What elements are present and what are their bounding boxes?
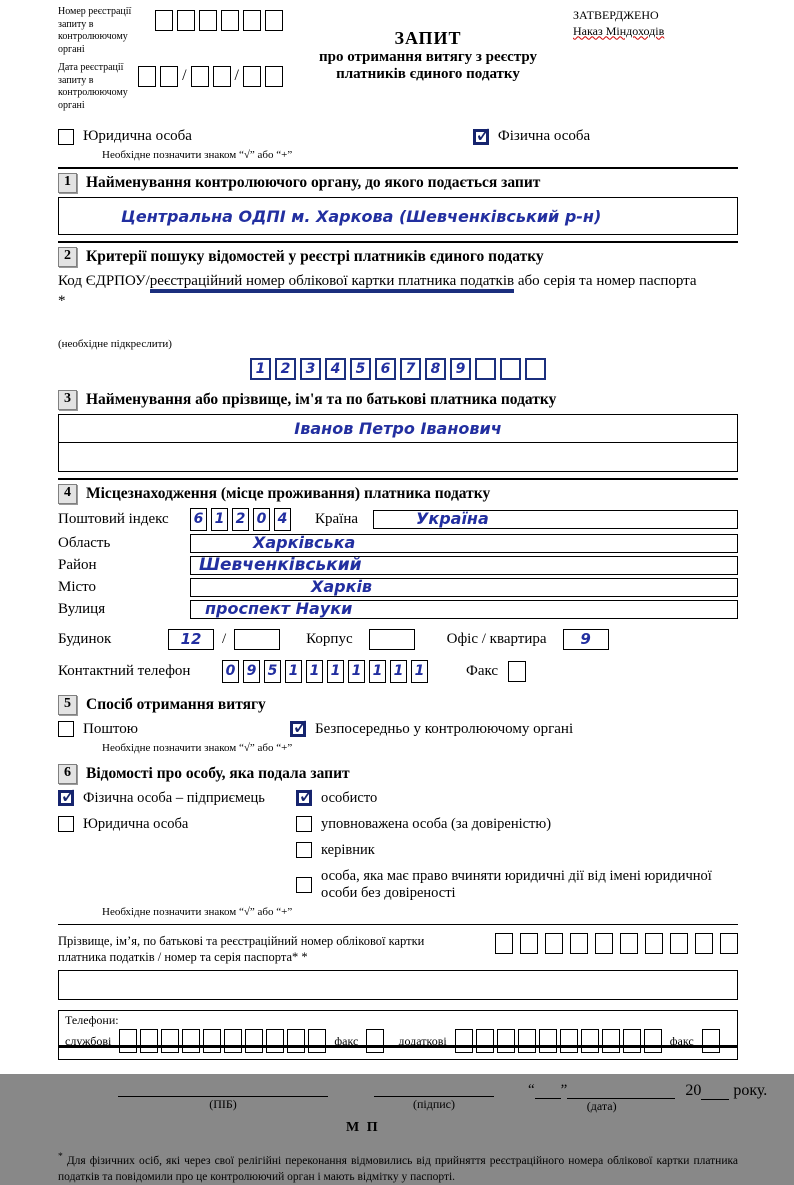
section-4-title: Місцезнаходження (місце проживання) платника податку <box>86 484 491 502</box>
digit-box[interactable] <box>177 10 195 31</box>
section-6-title: Відомості про особу, яка подала запит <box>86 764 350 782</box>
approved-line2: Наказ Міндоходів <box>573 23 665 38</box>
section-5-number: 5 <box>58 695 77 715</box>
fop-checkbox[interactable] <box>58 790 74 806</box>
taxpayer-name-table <box>58 414 738 472</box>
taxpayer-name-field-row2[interactable] <box>59 443 737 471</box>
digit-box[interactable]: 6 <box>190 508 207 531</box>
registration-block <box>58 6 283 118</box>
digit-box[interactable]: 9 <box>450 358 471 380</box>
digit-box[interactable] <box>476 1029 494 1053</box>
digit-box[interactable] <box>475 358 496 380</box>
district-row <box>58 556 738 575</box>
digit-box[interactable] <box>520 933 538 954</box>
digit-box[interactable] <box>140 1029 158 1053</box>
digit-box[interactable]: 2 <box>275 358 296 380</box>
mark-note-3: Необхідне позначити знаком “√” або “+” <box>102 905 293 918</box>
digit-box[interactable] <box>160 66 178 87</box>
digit-box[interactable] <box>518 1029 536 1053</box>
region-field[interactable]: Харківська <box>190 534 738 553</box>
authorized-option[interactable] <box>296 816 738 833</box>
year-group <box>685 1082 767 1100</box>
pib-caption: (ПІБ) <box>209 1097 237 1112</box>
official-phones-label: службові <box>65 1033 112 1048</box>
section-1-number: 1 <box>58 173 77 193</box>
section-1-heading <box>58 169 738 193</box>
personally-label: особисто <box>321 789 378 806</box>
section-3-heading <box>58 386 738 410</box>
digit-box[interactable] <box>199 10 217 31</box>
footnote: * Для фізичних осіб, які через свої релігійні переконання відмовились від прийняття реєстраційного номера облікової картки платника податків та повідомили про це контролюючий орган і мають відмітку у паспорті. <box>58 1151 738 1184</box>
underline-note: (необхідне підкреслити) <box>58 337 172 350</box>
digit-box[interactable]: 1 <box>390 660 407 683</box>
month-line[interactable] <box>567 1084 675 1099</box>
postal-index-boxes <box>190 508 291 531</box>
section-2-title: Критерії пошуку відомостей у реєстрі платників єдиного податку <box>86 248 544 265</box>
section-2-number: 2 <box>58 247 77 267</box>
digit-box[interactable] <box>243 66 261 87</box>
building2-field[interactable] <box>234 629 280 650</box>
year-prefix: 20 <box>685 1082 702 1100</box>
fax2-box <box>702 1029 720 1053</box>
date-slash: / <box>182 67 187 84</box>
digit-box[interactable] <box>203 1029 221 1053</box>
digit-box[interactable] <box>455 1029 473 1053</box>
phones-box <box>58 1010 738 1060</box>
fop-label: Фізична особа – підприємець <box>83 789 265 806</box>
digit-box[interactable]: 1 <box>348 660 365 683</box>
building-field[interactable]: 12 <box>168 629 214 650</box>
reg-number-label: Номер реєстрації запиту в контролюючому органі <box>58 6 132 55</box>
section-6-number: 6 <box>58 764 77 784</box>
no-poa-checkbox[interactable] <box>296 877 312 893</box>
building-slash: / <box>222 630 227 647</box>
individual-person-checkbox[interactable] <box>473 129 489 145</box>
legal-person-checkbox[interactable] <box>58 129 74 145</box>
footnote-mark: * <box>58 1151 63 1163</box>
mail-label: Поштою <box>83 720 138 737</box>
office-field[interactable]: 9 <box>563 629 609 650</box>
submitter-pib-label: Прізвище, ім’я, по батькові та реєстраційний номер облікової картки платника податків / номер та серія паспорта* * <box>58 933 425 965</box>
submitter-tax-number-boxes <box>495 933 738 967</box>
digit-box[interactable] <box>645 933 663 954</box>
digit-box[interactable]: 4 <box>325 358 346 380</box>
street-label: Вулиця <box>58 600 106 617</box>
date-caption: (дата) <box>586 1099 617 1114</box>
street-row <box>58 600 738 619</box>
digit-box[interactable] <box>602 1029 620 1053</box>
direct-checkbox[interactable] <box>290 721 306 737</box>
digit-box[interactable] <box>138 66 156 87</box>
digit-box[interactable]: 0 <box>222 660 239 683</box>
korpus-label: Корпус <box>306 630 353 647</box>
digit-box[interactable] <box>560 1029 578 1053</box>
digit-box[interactable] <box>119 1029 137 1053</box>
phone-row <box>58 660 738 683</box>
phones-title: Телефони: <box>65 1013 119 1028</box>
section-3-number: 3 <box>58 390 77 410</box>
city-label: Місто <box>58 578 97 595</box>
fax-box <box>508 661 526 682</box>
section-5-heading <box>58 691 738 715</box>
head-option[interactable] <box>296 842 738 859</box>
section-4-number: 4 <box>58 484 77 504</box>
sign-signature-col <box>374 1082 494 1112</box>
digit-box[interactable]: 4 <box>274 508 291 531</box>
direct-option[interactable] <box>290 721 573 738</box>
building-label: Будинок <box>58 630 112 647</box>
digit-box[interactable] <box>500 358 521 380</box>
digit-box[interactable] <box>245 1029 263 1053</box>
country-label: Країна <box>315 510 359 527</box>
header <box>58 6 738 118</box>
digit-box[interactable] <box>644 1029 662 1053</box>
fax1-box <box>366 1029 384 1053</box>
digit-box[interactable]: 7 <box>400 358 421 380</box>
district-field[interactable]: Шевченківський <box>190 556 738 575</box>
digit-box[interactable] <box>595 933 613 954</box>
criteria-asterisk: * <box>58 293 66 310</box>
digit-box[interactable] <box>539 1029 557 1053</box>
fax2-label: факс <box>669 1033 694 1048</box>
signature-row <box>58 1082 768 1114</box>
mark-note-2: Необхідне позначити знаком “√” або “+” <box>102 741 293 754</box>
approved-line1: ЗАТВЕРДЖЕНО <box>573 8 659 22</box>
city-field[interactable]: Харків <box>190 578 738 597</box>
mail-checkbox[interactable] <box>58 721 74 737</box>
office-label: Офіс / квартира <box>446 630 547 647</box>
digit-box[interactable] <box>287 1029 305 1053</box>
digit-box[interactable] <box>620 933 638 954</box>
digit-box[interactable] <box>243 10 261 31</box>
country-field[interactable]: Україна <box>373 510 738 529</box>
district-label: Район <box>58 556 97 573</box>
additional-phones-label: додаткові <box>398 1033 447 1048</box>
section-5-title: Спосіб отримання витягу <box>86 695 266 713</box>
personally-checkbox[interactable] <box>296 790 312 806</box>
additional-phones-boxes <box>455 1029 662 1053</box>
date-slash: / <box>234 67 239 84</box>
form-title: ЗАПИТ про отримання витягу з реєстру платників єдиного податку <box>318 28 538 82</box>
fop-option[interactable] <box>58 790 296 807</box>
digit-box[interactable]: 9 <box>243 660 260 683</box>
digit-box[interactable] <box>265 10 283 31</box>
digit-box[interactable] <box>545 933 563 954</box>
digit-box[interactable]: 0 <box>253 508 270 531</box>
digit-box[interactable] <box>720 933 738 954</box>
digit-box[interactable] <box>213 66 231 87</box>
legal-person-option[interactable] <box>58 128 192 145</box>
search-criteria-text: Код ЄДРПОУ/реєстраційний номер облікової картки платника податків або серія та номер паспорта * <box>58 271 738 312</box>
digit-box[interactable]: 2 <box>232 508 249 531</box>
digit-box[interactable] <box>221 10 239 31</box>
submitter-pib-block <box>58 933 738 967</box>
section-1-title: Найменування контролюючого органу, до якого подається запит <box>86 174 541 191</box>
section-3-title: Найменування або прізвище, ім'я та по батькові платника податку <box>86 390 557 408</box>
fax-label: Факс <box>466 662 499 679</box>
digit-box[interactable]: 1 <box>285 660 302 683</box>
digit-box[interactable]: 5 <box>350 358 371 380</box>
sign-line[interactable] <box>374 1082 494 1097</box>
digit-box[interactable] <box>525 358 546 380</box>
region-label: Область <box>58 534 111 551</box>
digit-box[interactable]: 3 <box>300 358 321 380</box>
digit-box[interactable] <box>265 66 283 87</box>
mail-option[interactable] <box>58 721 138 738</box>
controlling-organ-field[interactable]: Центральна ОДПІ м. Харкова (Шевченківський р-н) <box>58 197 738 235</box>
pib-line[interactable] <box>118 1082 328 1097</box>
digit-box[interactable] <box>495 933 513 954</box>
postal-index-label: Поштовий індекс <box>58 510 169 527</box>
section-4-heading <box>58 480 738 504</box>
digit-box[interactable]: 1 <box>250 358 271 380</box>
section-6-heading <box>58 760 738 784</box>
no-poa-label: особа, яка має право вчиняти юридичні дії від імені юридичної особи без довіреності <box>321 867 712 901</box>
legal-entity-checkbox[interactable] <box>58 816 74 832</box>
no-poa-option[interactable] <box>296 868 738 902</box>
digit-box[interactable] <box>155 10 173 31</box>
digit-box[interactable]: 1 <box>211 508 228 531</box>
digit-box[interactable] <box>497 1029 515 1053</box>
digit-box[interactable]: 8 <box>425 358 446 380</box>
submitter-pib-field[interactable] <box>58 970 738 1000</box>
quote-open: “ <box>528 1082 535 1099</box>
head-label: керівник <box>321 841 375 858</box>
year-suffix: року. <box>733 1082 768 1100</box>
submitter-info-grid <box>58 790 738 902</box>
approved-block <box>573 6 738 118</box>
authorized-checkbox[interactable] <box>296 816 312 832</box>
digit-box[interactable] <box>266 1029 284 1053</box>
tax-number-digit-boxes <box>58 358 738 380</box>
day-line[interactable] <box>535 1084 561 1099</box>
legal-person-label: Юридична особа <box>83 128 192 144</box>
postal-country-row <box>58 508 738 531</box>
korpus-field[interactable] <box>369 629 415 650</box>
direct-label: Безпосередньо у контролюючому органі <box>314 720 574 737</box>
quote-close: ” <box>560 1082 568 1099</box>
digit-box[interactable] <box>191 66 209 87</box>
digit-box[interactable] <box>623 1029 641 1053</box>
mp-stamp-label: М П <box>346 1120 380 1136</box>
individual-person-label: Фізична особа <box>497 128 591 144</box>
reg-number-boxes <box>155 10 283 56</box>
digit-box[interactable] <box>366 1029 384 1053</box>
section-2-heading <box>58 243 738 267</box>
digit-box[interactable]: 1 <box>306 660 323 683</box>
digit-box[interactable]: 1 <box>369 660 386 683</box>
legal-entity-option[interactable] <box>58 816 296 833</box>
digit-box[interactable] <box>308 1029 326 1053</box>
digit-box[interactable] <box>224 1029 242 1053</box>
authorized-label: уповноважена особа (за довіреністю) <box>321 815 552 832</box>
digit-box[interactable]: 1 <box>327 660 344 683</box>
digit-box[interactable] <box>695 933 713 954</box>
digit-box[interactable] <box>581 1029 599 1053</box>
taxpayer-name-field[interactable]: Іванов Петро Іванович <box>59 415 737 443</box>
mark-note: Необхідне позначити знаком “√” або “+” <box>102 149 293 161</box>
digit-box[interactable] <box>161 1029 179 1053</box>
street-field[interactable]: проспект Науки <box>190 600 738 619</box>
person-type-row <box>58 128 738 145</box>
digit-box[interactable]: 6 <box>375 358 396 380</box>
underlined-criteria: реєстраційний номер облікової картки платника податків <box>150 273 514 293</box>
digit-box[interactable] <box>570 933 588 954</box>
date-signature-col <box>528 1082 675 1114</box>
bottom-rule <box>58 1045 738 1048</box>
year-line[interactable] <box>701 1085 729 1100</box>
contact-phone-boxes <box>222 660 428 683</box>
phone-label: Контактний телефон <box>58 662 191 679</box>
individual-person-option[interactable] <box>473 128 590 145</box>
reg-date-label: Дата реєстрації запиту в контролюючому органі <box>58 62 128 111</box>
reg-date-boxes <box>138 66 283 112</box>
legal-entity-label: Юридична особа <box>83 815 189 832</box>
digit-box[interactable] <box>182 1029 200 1053</box>
building-row <box>58 629 738 650</box>
digit-box[interactable]: 5 <box>264 660 281 683</box>
region-row <box>58 534 738 553</box>
personally-option[interactable] <box>296 790 738 807</box>
city-row <box>58 578 738 597</box>
digit-box[interactable] <box>508 661 526 682</box>
official-phones-boxes <box>119 1029 326 1053</box>
fax1-label: факс <box>334 1033 359 1048</box>
digit-box[interactable] <box>702 1029 720 1053</box>
digit-box[interactable] <box>670 933 688 954</box>
digit-box[interactable]: 1 <box>411 660 428 683</box>
head-checkbox[interactable] <box>296 842 312 858</box>
delivery-method-row <box>58 721 738 738</box>
sign-caption: (підпис) <box>412 1097 456 1112</box>
pib-signature-col <box>118 1082 328 1112</box>
